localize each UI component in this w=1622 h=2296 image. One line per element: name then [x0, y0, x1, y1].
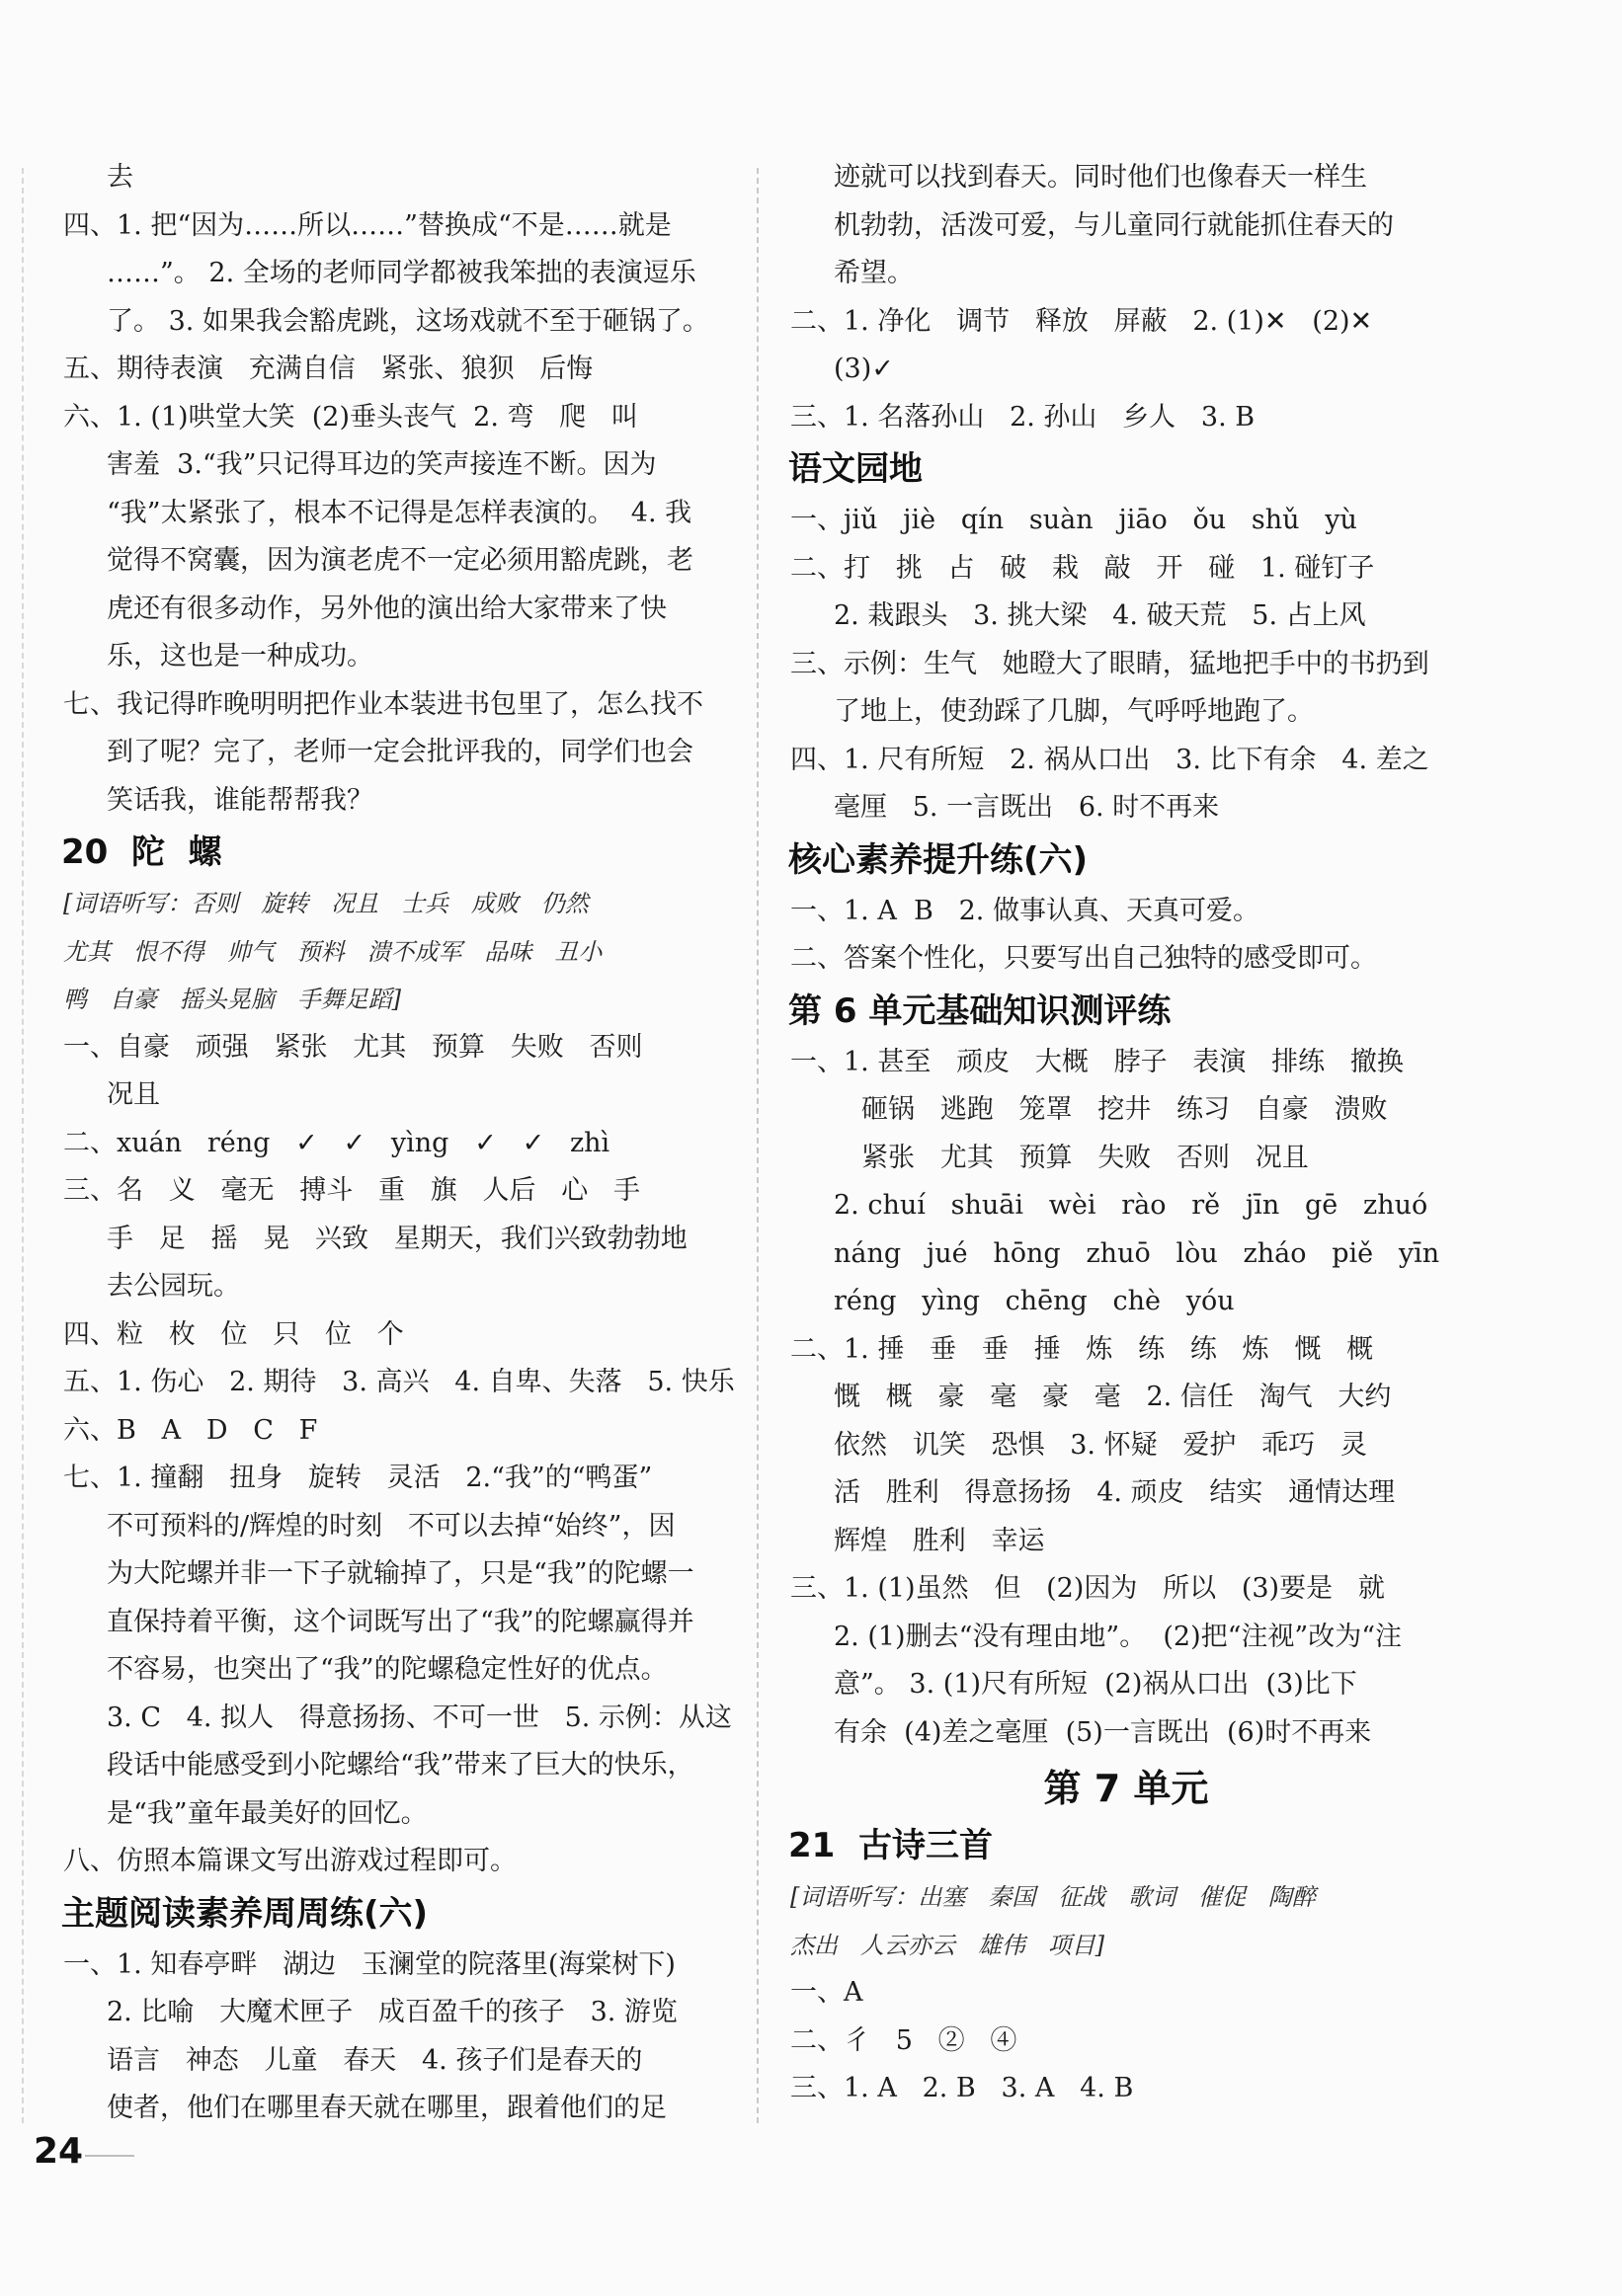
- right-answer-line: 希望。: [834, 258, 914, 288]
- right-answer-line: 三、1. (1)虽然 但 (2)因为 所以 (3)要是 就: [790, 1573, 1385, 1604]
- left-answer-line: 去: [107, 162, 133, 193]
- right-answer-line: 了地上，使劲踩了几脚，气呼呼地跑了。: [834, 696, 1314, 727]
- right-section-heading: 语文园地: [788, 449, 923, 489]
- right-answer-line: 二、彳 5 ② ④: [790, 2024, 1017, 2056]
- left-answer-line: 三、名 义 毫无 搏斗 重 旗 人后 心 手: [63, 1175, 640, 1206]
- right-dictation-line: [词语听写：出塞 秦国 征战 歌词 催促 陶醉: [790, 1883, 1316, 1911]
- left-section-heading: 主题阅读素养周周练(六): [61, 1893, 429, 1934]
- left-answer-line: 七、1. 撞翻 扭身 旋转 灵活 2.“我”的“鸭蛋”: [63, 1463, 653, 1493]
- left-answer-line: 不可预料的/辉煌的时刻 不可以去掉“始终”，因: [107, 1510, 676, 1542]
- left-dictation-line: 尤其 恨不得 帅气 预料 溃不成军 品味 丑小: [63, 937, 603, 966]
- right-answer-line: 一、1. 甚至 顽皮 大概 脖子 表演 排练 撤换: [790, 1046, 1404, 1077]
- left-answer-line: 2. 比喻 大魔术匣子 成百盈千的孩子 3. 游览: [107, 1997, 678, 2027]
- right-answer-line: náng jué hōng zhuō lòu zháo piě yīn: [834, 1237, 1440, 1269]
- column-divider: [757, 168, 759, 2123]
- left-answer-line: “我”太紧张了，根本不记得是怎样表演的。 4. 我: [107, 497, 692, 528]
- left-answer-line: ……”。 2. 全场的老师同学都被我笨拙的表演逗乐: [107, 258, 696, 288]
- left-answer-line: 七、我记得昨晚明明把作业本装进书包里了，怎么找不: [63, 688, 703, 720]
- left-answer-line: 一、1. 知春亭畔 湖边 玉澜堂的院落里(海棠树下): [63, 1948, 676, 1980]
- right-answer-line: 有余 (4)差之毫厘 (5)一言既出 (6)时不再来: [834, 1716, 1372, 1748]
- left-column: [61, 154, 735, 2133]
- left-answer-line: 四、粒 枚 位 只 位 个: [63, 1318, 404, 1350]
- right-answer-line: 依然 讥笑 恐惧 3. 怀疑 爱护 乖巧 灵: [834, 1429, 1367, 1461]
- left-answer-line: 语言 神态 儿童 春天 4. 孩子们是春天的: [107, 2044, 643, 2076]
- right-dictation-line: 杰出 人云亦云 雄伟 项目]: [790, 1931, 1105, 1959]
- left-answer-line: 二、xuán réng ✓ ✓ yìng ✓ ✓ zhì: [63, 1127, 610, 1158]
- right-answer-line: 三、示例：生气 她瞪大了眼睛，猛地把手中的书扔到: [790, 648, 1429, 679]
- left-answer-line: 3. C 4. 拟人 得意扬扬、不可一世 5. 示例：从这: [107, 1702, 732, 1733]
- left-answer-line: 觉得不窝囊，因为演老虎不一定必须用豁虎跳，老: [107, 545, 693, 576]
- right-section-heading: 第 7 单元: [1043, 1767, 1209, 1810]
- left-answer-line: 六、1. (1)哄堂大笑 (2)垂头丧气 2. 弯 爬 叫: [63, 401, 639, 433]
- right-answer-line: 二、1. 净化 调节 释放 屏蔽 2. (1)✕ (2)✕: [790, 305, 1373, 337]
- right-section-heading: 核心素养提升练(六): [788, 839, 1089, 880]
- left-answer-line: 五、1. 伤心 2. 期待 3. 高兴 4. 自卑、失落 5. 快乐: [63, 1367, 735, 1397]
- right-answer-line: 2. 栽跟头 3. 挑大梁 4. 破天荒 5. 占上风: [834, 600, 1366, 631]
- left-answer-line: 去公园玩。: [107, 1271, 240, 1302]
- right-answer-line: 辉煌 胜利 幸运: [834, 1525, 1045, 1556]
- left-dictation-line: 鸭 自豪 摇头晃脑 手舞足蹈]: [63, 986, 402, 1013]
- left-answer-line: 况且: [107, 1079, 160, 1110]
- right-answer-line: 迹就可以找到春天。同时他们也像春天一样生: [834, 162, 1367, 193]
- right-answer-line: 三、1. A 2. B 3. A 4. B: [790, 2073, 1134, 2103]
- left-answer-line: 了。 3. 如果我会豁虎跳，这场戏就不至于砸锅了。: [107, 305, 709, 337]
- left-answer-line: 为大陀螺并非一下子就输掉了，只是“我”的陀螺一: [107, 1558, 694, 1589]
- right-answer-line: 2. chuí shuāi wèi rào rě jīn gē zhuó: [834, 1190, 1428, 1221]
- right-answer-line: 意”。 3. (1)尺有所短 (2)祸从口出 (3)比下: [834, 1669, 1357, 1700]
- right-answer-line: (3)✓: [834, 354, 894, 384]
- left-answer-line: 不容易，也突出了“我”的陀螺稳定性好的优点。: [107, 1654, 668, 1685]
- right-answer-line: 慨 概 豪 毫 豪 毫 2. 信任 淘气 大约: [834, 1382, 1392, 1412]
- page-number: 24: [34, 2131, 84, 2172]
- left-answer-line: 虎还有很多动作，另外他的演出给大家带来了快: [107, 593, 667, 624]
- left-answer-line: 到了呢？完了，老师一定会批评我的，同学们也会: [107, 737, 693, 767]
- left-answer-line: 是“我”童年最美好的回忆。: [107, 1797, 428, 1829]
- left-answer-line: 八、仿照本篇课文写出游戏过程即可。: [63, 1846, 517, 1876]
- right-column: [790, 154, 1462, 2113]
- right-answer-line: 一、A: [790, 1977, 863, 2008]
- right-answer-line: 紧张 尤其 预算 失败 否则 况且: [861, 1142, 1309, 1173]
- right-answer-line: 二、1. 捶 垂 垂 捶 炼 练 练 炼 慨 概: [790, 1333, 1374, 1365]
- page-number-rule: [85, 2155, 134, 2157]
- left-answer-line: 使者，他们在哪里春天就在哪里，跟着他们的足: [107, 2093, 667, 2123]
- right-answer-line: 三、1. 名落孙山 2. 孙山 乡人 3. B: [790, 401, 1256, 433]
- left-section-heading: 20 陀 螺: [61, 832, 222, 872]
- left-answer-line: 五、期待表演 充满自信 紧张、狼狈 后悔: [63, 354, 594, 384]
- left-answer-line: 害羞 3.“我”只记得耳边的笑声接连不断。因为: [107, 449, 657, 480]
- left-answer-line: 手 足 摇 晃 兴致 星期天，我们兴致勃勃地: [107, 1223, 688, 1254]
- left-answer-line: 乐，这也是一种成功。: [107, 641, 373, 672]
- right-answer-line: 一、jiǔ jiè qín suàn jiāo ǒu shǔ yù: [790, 505, 1357, 535]
- left-answer-line: 段话中能感受到小陀螺给“我”带来了巨大的快乐，: [107, 1750, 694, 1781]
- left-answer-line: 直保持着平衡，这个词既写出了“我”的陀螺赢得并: [107, 1606, 694, 1637]
- left-answer-line: 四、1. 把“因为……所以……”替换成“不是……就是: [63, 209, 672, 241]
- right-answer-line: 二、打 挑 占 破 栽 敲 开 碰 1. 碰钉子: [790, 552, 1375, 584]
- right-answer-line: 砸锅 逃跑 笼罩 挖井 练习 自豪 溃败: [861, 1094, 1388, 1125]
- right-answer-line: réng yìng chēng chè yóu: [834, 1286, 1235, 1316]
- right-answer-line: 活 胜利 得意扬扬 4. 顽皮 结实 通情达理: [834, 1477, 1396, 1508]
- left-margin-rule: [22, 168, 24, 2123]
- right-answer-line: 二、答案个性化，只要写出自己独特的感受即可。: [790, 943, 1377, 974]
- right-answer-line: 2. (1)删去“没有理由地”。 (2)把“注视”改为“注: [834, 1621, 1403, 1652]
- right-answer-line: 机勃勃，活泼可爱，与儿童同行就能抓住春天的: [834, 209, 1394, 241]
- left-dictation-line: [词语听写：否则 旋转 况且 士兵 成败 仍然: [63, 890, 589, 917]
- right-answer-line: 毫厘 5. 一言既出 6. 时不再来: [834, 792, 1220, 823]
- right-answer-line: 四、1. 尺有所短 2. 祸从口出 3. 比下有余 4. 差之: [790, 744, 1429, 775]
- left-answer-line: 六、B A D C F: [63, 1414, 318, 1446]
- left-answer-line: 笑话我，谁能帮帮我？: [107, 784, 373, 816]
- right-section-heading: 第 6 单元基础知识测评练: [788, 990, 1172, 1031]
- right-answer-line: 一、1. A B 2. 做事认真、天真可爱。: [790, 895, 1259, 926]
- right-section-heading: 21 古诗三首: [788, 1826, 993, 1865]
- left-answer-line: 一、自豪 顽强 紧张 尤其 预算 失败 否则: [63, 1031, 643, 1063]
